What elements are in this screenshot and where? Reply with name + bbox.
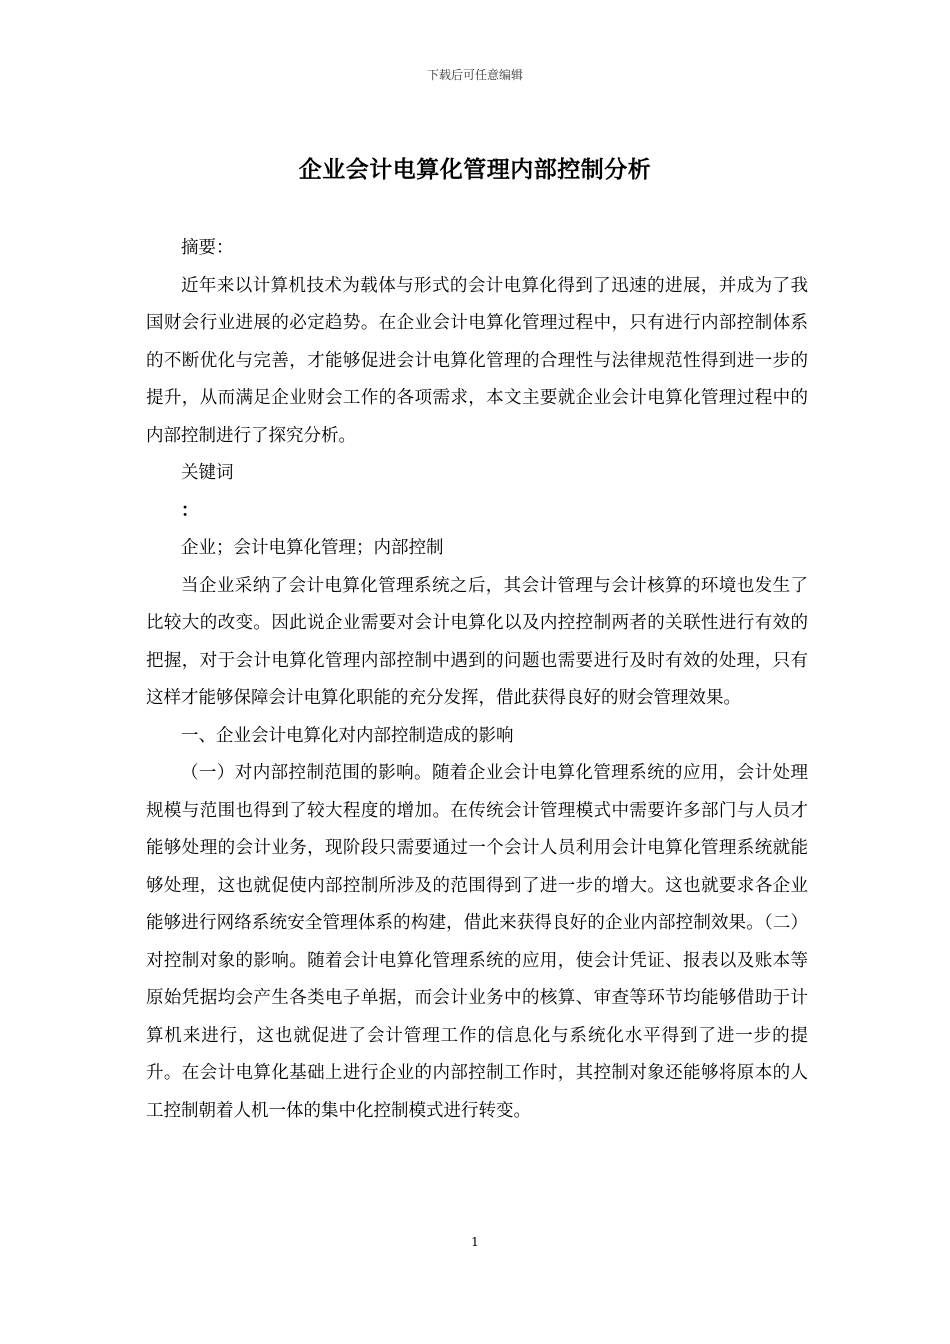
document-title: 企业会计电算化管理内部控制分析: [298, 157, 652, 183]
keywords-colon: ：: [181, 500, 199, 521]
intro-paragraph: 当企业采纳了会计电算化管理系统之后，其会计管理与会计核算的环境也发生了比较大的改变。因此说企业需要对会计电算化以及内控控制两者的关联性进行有效的把握，对于会计电算化管理内部控制中遇到的问题也需要进行及时有效的处理，只有这样才能够保障会计电算化职能的充分发挥，借此获得良好的财会管理效果。: [146, 575, 808, 708]
document-body: [146, 230, 808, 1130]
keywords-list: 企业；会计电算化管理；内部控制: [181, 538, 444, 558]
abstract-heading: 摘要：: [181, 238, 234, 258]
section-1-paragraph: （一）对内部控制范围的影响。随着企业会计电算化管理系统的应用，会计处理规模与范围也得到了较大程度的增加。在传统会计管理模式中需要许多部门与人员才能够处理的会计业务，现阶段只需要通过一个会计人员利用会计电算化管理系统就能够处理，这也就促使内部控制所涉及的范围得到了进一步的增大。这也就要求各企业能够进行网络系统安全管理体系的构建，借此来获得良好的企业内部控制效果。（二）对控制对象的影响。随着会计电算化管理系统的应用，使会计凭证、报表以及账本等原始凭据均会产生各类电子单据，而会计业务中的核算、审查等环节均能够借助于计算机来进行，这也就促进了会计管理工作的信息化与系统化水平得到了进一步的提升。在会计电算化基础上进行企业的内部控制工作时，其控制对象还能够将原本的人工控制朝着人机一体的集中化控制模式进行转变。: [146, 763, 808, 1121]
page-number: 1: [471, 1235, 479, 1249]
page-header-note: 下载后可任意编辑: [426, 68, 523, 82]
section-heading-1: 一、企业会计电算化对内部控制造成的影响: [181, 725, 514, 746]
abstract-paragraph: 近年来以计算机技术为载体与形式的会计电算化得到了迅速的进展，并成为了我国财会行业进展的必定趋势。在企业会计电算化管理过程中，只有进行内部控制体系的不断优化与完善，才能够促进会计电算化管理的合理性与法律规范性得到进一步的提升，从而满足企业财会工作的各项需求，本文主要就企业会计电算化管理过程中的内部控制进行了探究分析。: [146, 275, 808, 446]
keywords-heading: 关键词: [181, 463, 234, 483]
